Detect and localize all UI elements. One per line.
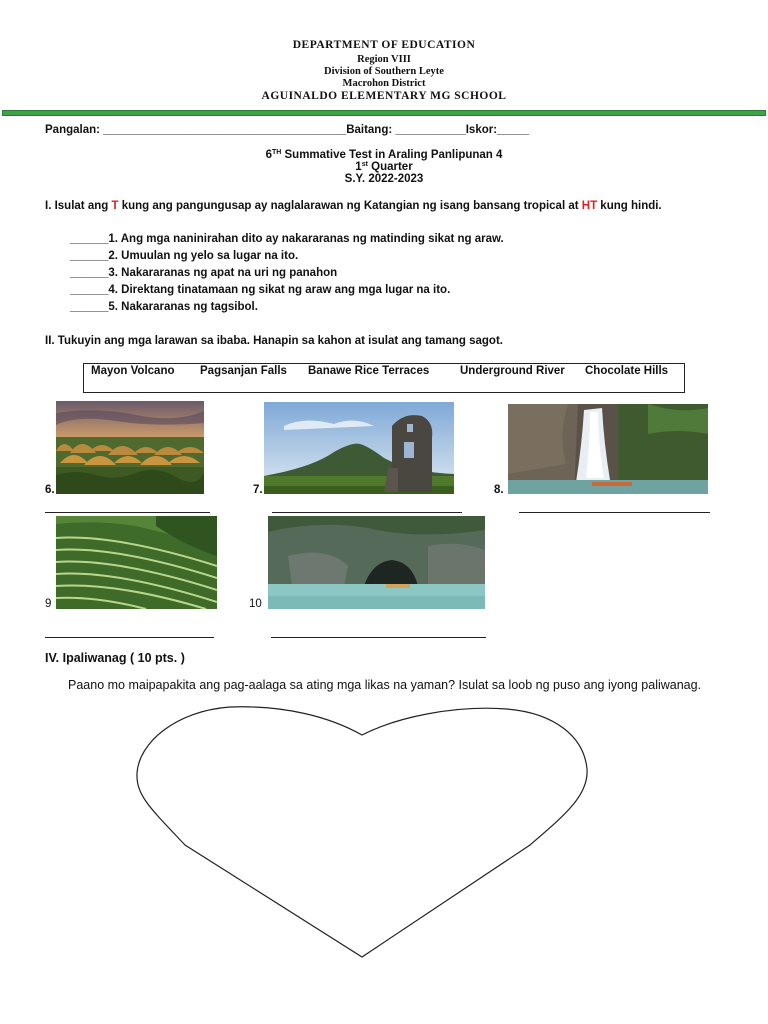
photo-number-6: 6.: [45, 484, 55, 496]
test-title-text: Summative Test in Araling Panlipunan 4: [281, 149, 503, 161]
photo-banawe-rice-terraces: [56, 516, 217, 609]
choice-pagsanjan-falls: Pagsanjan Falls: [200, 365, 287, 377]
header-district: Macrohon District: [342, 78, 426, 89]
choice-banawe-rice-terraces: Banawe Rice Terraces: [308, 365, 430, 377]
choice-chocolate-hills: Chocolate Hills: [585, 365, 669, 377]
quarter-number: 1: [355, 161, 362, 173]
label-t: T: [111, 200, 119, 212]
photo-pagsanjan-falls: [508, 404, 708, 494]
question-item-5: ______5. Nakararanas ng tagsibol.: [70, 301, 258, 313]
test-number: 6: [265, 149, 272, 161]
answer-line-9: [45, 637, 214, 638]
test-title: [0, 149, 768, 161]
photo-number-8: 8.: [494, 484, 504, 496]
section4-prompt: Paano mo maipapakita ang pag-aalaga sa ating mga likas na yaman? Isulat sa loob ng puso ang iyong paliwanag.: [68, 678, 702, 692]
quarter-text: Quarter: [367, 161, 413, 173]
header-division: Division of Southern Leyte: [324, 66, 444, 77]
section4-heading: IV. Ipaliwanag ( 10 pts. ): [45, 651, 185, 665]
choice-underground-river: Underground River: [460, 365, 565, 377]
instruction-part: kung hindi.: [597, 200, 662, 212]
answer-line-8: [519, 512, 710, 513]
header-department: DEPARTMENT OF EDUCATION: [292, 39, 476, 51]
school-year: S.Y. 2022-2023: [344, 173, 424, 185]
photo-number-10: 10: [249, 598, 262, 610]
label-ht: HT: [581, 200, 598, 212]
test-number-suffix: TH: [271, 149, 282, 156]
instruction-part: I. Isulat ang: [45, 200, 112, 212]
photo-mayon-volcano: [264, 402, 454, 494]
photo-number-7: 7.: [253, 484, 263, 496]
choice-mayon-volcano: Mayon Volcano: [91, 365, 175, 377]
header-school: AGUINALDO ELEMENTARY MG SCHOOL: [261, 90, 507, 102]
question-item-2: ______2. Umuulan ng yelo sa lugar na ito.: [70, 250, 299, 262]
green-divider: [2, 110, 766, 116]
section2-instruction: II. Tukuyin ang mga larawan sa ibaba. Hanapin sa kahon at isulat ang tamang sagot.: [45, 335, 503, 347]
photo-number-9: 9: [45, 598, 52, 610]
answer-line-10: [271, 637, 486, 638]
section1-instruction: [45, 200, 662, 212]
photo-chocolate-hills: [56, 401, 204, 494]
quarter-title: [0, 161, 768, 173]
answer-line-6: [45, 512, 210, 513]
heart-answer-area[interactable]: [135, 705, 590, 960]
question-item-1: ______1. Ang mga naninirahan dito ay nakararanas ng matinding sikat ng araw.: [70, 233, 504, 245]
photo-underground-river: [268, 516, 485, 609]
student-info-line: Pangalan: ______________________________________Baitang: ___________Iskor:_____: [45, 124, 530, 136]
answer-line-7: [272, 512, 462, 513]
quarter-suffix: st: [361, 161, 368, 168]
question-item-4: ______4. Direktang tinatamaan ng sikat ng araw ang mga lugar na ito.: [70, 284, 451, 296]
header-region: Region VIII: [357, 54, 411, 65]
instruction-part: kung ang pangungusap ay naglalarawan ng Katangian ng isang bansang tropical at: [118, 200, 582, 212]
question-item-3: ______3. Nakararanas ng apat na uri ng panahon: [70, 267, 338, 279]
